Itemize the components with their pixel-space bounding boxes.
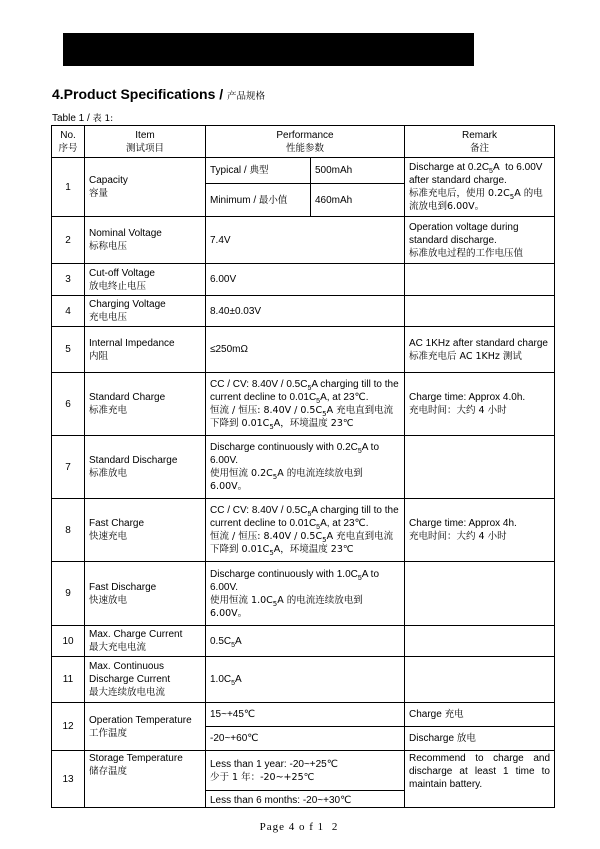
item-cell: Standard Charge 标准充电	[85, 373, 206, 436]
performance-cell: CC / CV: $8.40V / 0.5C_5A$ charging till to the current decline to $0.01C_5A$, at 23℃. 恒流 / 恒压: $8.40V / 0.5C_5A$ 充电直到电流下降到 $0.01C_5A$，环境温度 23℃	[206, 373, 405, 436]
performance-cell: $0.5C_5A$	[206, 626, 405, 657]
row-number: 7	[52, 436, 85, 499]
row-number: 9	[52, 562, 85, 626]
row-number: 4	[52, 296, 85, 327]
performance-cell: 8.40±0.03V	[206, 296, 405, 327]
remark-cell: Charge time: Approx 4.0h. 充电时间：大约 4 小时	[405, 373, 555, 436]
remark-cell: Discharge at $0.2C_5A$ to 6.00V after standard charge. 标准充电后，使用 $0.2C_5A$ 的电流放电到6.00V。	[405, 158, 555, 217]
table-row	[52, 703, 555, 727]
row-number: 3	[52, 264, 85, 296]
typical-label-cell: Typical / 典型	[206, 158, 311, 184]
charge-range-cell: 15~+45℃	[206, 703, 405, 727]
remark-cell	[405, 562, 555, 626]
page-number: Page 4 o f 1 2	[259, 821, 341, 833]
item-cell: Charging Voltage 充电电压	[85, 296, 206, 327]
table-row	[52, 751, 555, 791]
row-number: 12	[52, 703, 85, 751]
performance-cell: Discharge continuously with $1.0C_5A$ to 6.00V. 使用恒流 $1.0C_5A$ 的电流连续放电到 6.00V。	[206, 562, 405, 626]
remark-cell	[405, 264, 555, 296]
performance-cell: Discharge continuously with $0.2C_5A$ to 6.00V. 使用恒流 $0.2C_5A$ 的电流连续放电到 6.00V。	[206, 436, 405, 499]
storage-months-cell: Less than 6 months: -20~+30℃	[206, 791, 405, 808]
row-number: 5	[52, 327, 85, 373]
item-cell: Fast Discharge 快速放电	[85, 562, 206, 626]
item-cell: Internal Impedance 内阻	[85, 327, 206, 373]
row-number: 13	[52, 751, 85, 808]
item-cell: Capacity 容量	[85, 158, 206, 217]
table-caption	[52, 111, 113, 124]
minimum-value-cell: 460mAh	[311, 184, 405, 217]
discharge-range-cell: -20~+60℃	[206, 727, 405, 751]
table-row	[52, 327, 555, 373]
table-row	[52, 657, 555, 703]
header-item: Item 测试项目	[85, 126, 206, 158]
storage-year-cell: Less than 1 year: -20~+25℃ 少于 1 年：-20~+25℃	[206, 751, 405, 791]
remark-cell	[405, 436, 555, 499]
table-header-row	[52, 126, 555, 158]
minimum-label-cell: Minimum / 最小值	[206, 184, 311, 217]
table-row	[52, 499, 555, 562]
remark-cell	[405, 296, 555, 327]
row-number: 10	[52, 626, 85, 657]
item-cell: Cut-off Voltage 放电终止电压	[85, 264, 206, 296]
charge-remark-cell: Charge 充电	[405, 703, 555, 727]
table-caption-en: Table 1 /	[52, 113, 90, 124]
table-row	[52, 373, 555, 436]
row-number: 6	[52, 373, 85, 436]
performance-cell: CC / CV: $8.40V / 0.5C_5A$ charging till to the current decline to $0.01C_5A$, at 23℃. 恒流 / 恒压: $8.40V / 0.5C_5A$ 充电直到电流下降到 $0.01C_5A$，环境温度 23℃	[206, 499, 405, 562]
performance-cell: 7.4V	[206, 217, 405, 264]
table-row	[52, 562, 555, 626]
remark-cell: AC 1KHz after standard charge 标准充电后 AC 1KHz 测试	[405, 327, 555, 373]
table-caption-cn: 表 1:	[92, 114, 114, 124]
header-no: No. 序号	[52, 126, 85, 158]
remark-cell: Operation voltage during standard discharge. 标准放电过程的工作电压值	[405, 217, 555, 264]
typical-value-cell: 500mAh	[311, 158, 405, 184]
section-title-en: 4.Product Specifications /	[52, 86, 224, 102]
header-performance: Performance 性能参数	[206, 126, 405, 158]
discharge-remark-cell: Discharge 放电	[405, 727, 555, 751]
table-row	[52, 264, 555, 296]
item-cell: Nominal Voltage 标称电压	[85, 217, 206, 264]
table-row	[52, 626, 555, 657]
table-row	[52, 436, 555, 499]
item-cell: Operation Temperature 工作温度	[85, 703, 206, 751]
remark-cell	[405, 626, 555, 657]
specifications-table	[51, 125, 555, 808]
section-title	[52, 86, 265, 102]
table-row	[52, 296, 555, 327]
header-remark: Remark 备注	[405, 126, 555, 158]
redacted-header-bar	[63, 33, 474, 66]
remark-cell: Recommend to charge and discharge at least 1 time to maintain battery.	[405, 751, 555, 808]
row-number: 2	[52, 217, 85, 264]
performance-cell: ≤250mΩ	[206, 327, 405, 373]
item-cell: Max. Continuous Discharge Current 最大连续放电电流	[85, 657, 206, 703]
item-cell: Max. Charge Current 最大充电电流	[85, 626, 206, 657]
item-cell: Standard Discharge 标准放电	[85, 436, 206, 499]
table-row	[52, 158, 555, 184]
item-cell: Storage Temperature 储存温度	[85, 751, 206, 808]
row-number: 1	[52, 158, 85, 217]
section-title-cn: 产品规格	[227, 91, 266, 102]
row-number: 11	[52, 657, 85, 703]
table-row	[52, 217, 555, 264]
performance-cell: 6.00V	[206, 264, 405, 296]
remark-cell: Charge time: Approx 4h. 充电时间：大约 4 小时	[405, 499, 555, 562]
performance-cell: $1.0C_5A$	[206, 657, 405, 703]
item-cell: Fast Charge 快速充电	[85, 499, 206, 562]
row-number: 8	[52, 499, 85, 562]
remark-cell	[405, 657, 555, 703]
